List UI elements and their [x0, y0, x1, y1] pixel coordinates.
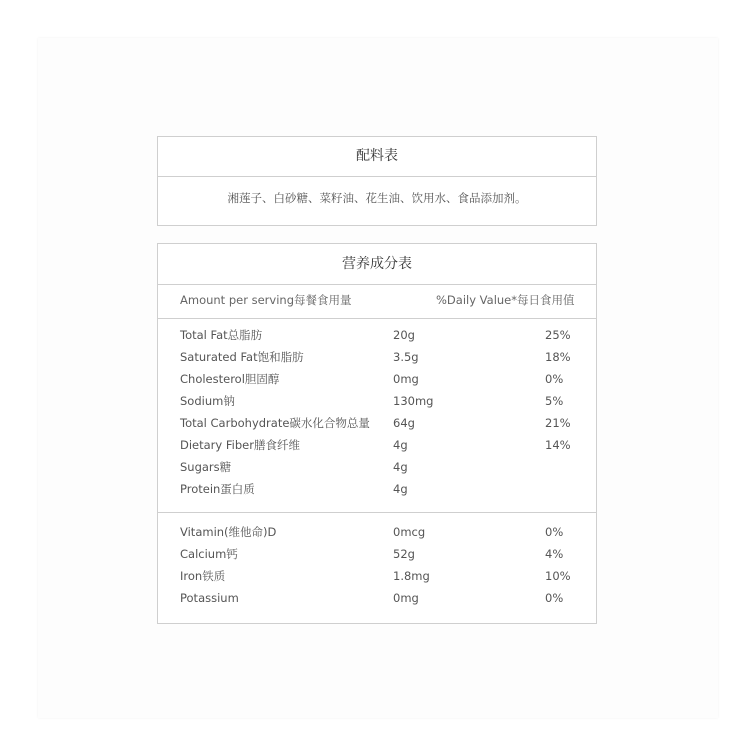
nutrient-amount: 4g: [393, 460, 408, 474]
nutrient-name: Iron铁质: [180, 569, 226, 583]
nutrient-name: Sodium钠: [180, 394, 235, 408]
nutrient-daily-value: 10%: [545, 569, 571, 583]
ingredients-text: 湘莲子、白砂糖、菜籽油、花生油、饮用水、食品添加剂。: [227, 191, 527, 205]
ingredients-title: 配料表: [158, 137, 596, 177]
nutrient-daily-value: 25%: [545, 328, 571, 342]
nutrient-daily-value: 5%: [545, 394, 564, 408]
nutrient-amount: 0mg: [393, 372, 419, 386]
nutrient-row: [158, 587, 596, 609]
nutrient-daily-value: 0%: [545, 372, 564, 386]
nutrition-header-row: [158, 285, 596, 319]
nutrient-name: Protein蛋白质: [180, 482, 255, 496]
nutrient-row: [158, 565, 596, 587]
nutrient-section: [158, 319, 596, 513]
nutrient-daily-value: 0%: [545, 591, 564, 605]
nutrient-row: [158, 434, 596, 456]
nutrient-amount: 20g: [393, 328, 415, 342]
nutrient-row: [158, 478, 596, 500]
nutrient-amount: 52g: [393, 547, 415, 561]
nutrition-title: 营养成分表: [158, 244, 596, 285]
daily-value-label: %Daily Value*每日食用值: [436, 293, 575, 307]
amount-per-serving-label: Amount per serving每餐食用量: [180, 293, 352, 307]
nutrient-name: Calcium钙: [180, 547, 238, 561]
nutrient-daily-value: 14%: [545, 438, 571, 452]
nutrient-amount: 4g: [393, 438, 408, 452]
nutrient-row: [158, 346, 596, 368]
nutrient-row: [158, 390, 596, 412]
nutrient-row: [158, 543, 596, 565]
nutrient-name: Cholesterol胆固醇: [180, 372, 280, 386]
nutrition-facts-panel: [157, 243, 597, 624]
nutrient-name: Potassium: [180, 591, 239, 605]
nutrient-row: [158, 324, 596, 346]
nutrient-amount: 0mcg: [393, 525, 426, 539]
nutrient-amount: 4g: [393, 482, 408, 496]
nutrient-name: Saturated Fat饱和脂肪: [180, 350, 304, 364]
nutrient-daily-value: 4%: [545, 547, 564, 561]
nutrient-row: [158, 456, 596, 478]
nutrient-name: Total Carbohydrate碳水化合物总量: [180, 416, 370, 430]
nutrient-amount: 64g: [393, 416, 415, 430]
nutrient-name: Total Fat总脂肪: [180, 328, 263, 342]
nutrient-name: Vitamin(维他命)D: [180, 525, 277, 539]
nutrient-row: [158, 368, 596, 390]
nutrient-name: Dietary Fiber膳食纤维: [180, 438, 300, 452]
nutrient-amount: 0mg: [393, 591, 419, 605]
nutrient-amount: 1.8mg: [393, 569, 430, 583]
nutrient-daily-value: 18%: [545, 350, 571, 364]
nutrient-amount: 130mg: [393, 394, 434, 408]
nutrient-daily-value: 21%: [545, 416, 571, 430]
nutrient-name: Sugars糖: [180, 460, 232, 474]
nutrient-amount: 3.5g: [393, 350, 419, 364]
ingredients-panel: [157, 136, 597, 226]
nutrient-row: [158, 412, 596, 434]
nutrient-row: [158, 521, 596, 543]
vitamin-mineral-section: [158, 513, 596, 609]
nutrient-daily-value: 0%: [545, 525, 564, 539]
